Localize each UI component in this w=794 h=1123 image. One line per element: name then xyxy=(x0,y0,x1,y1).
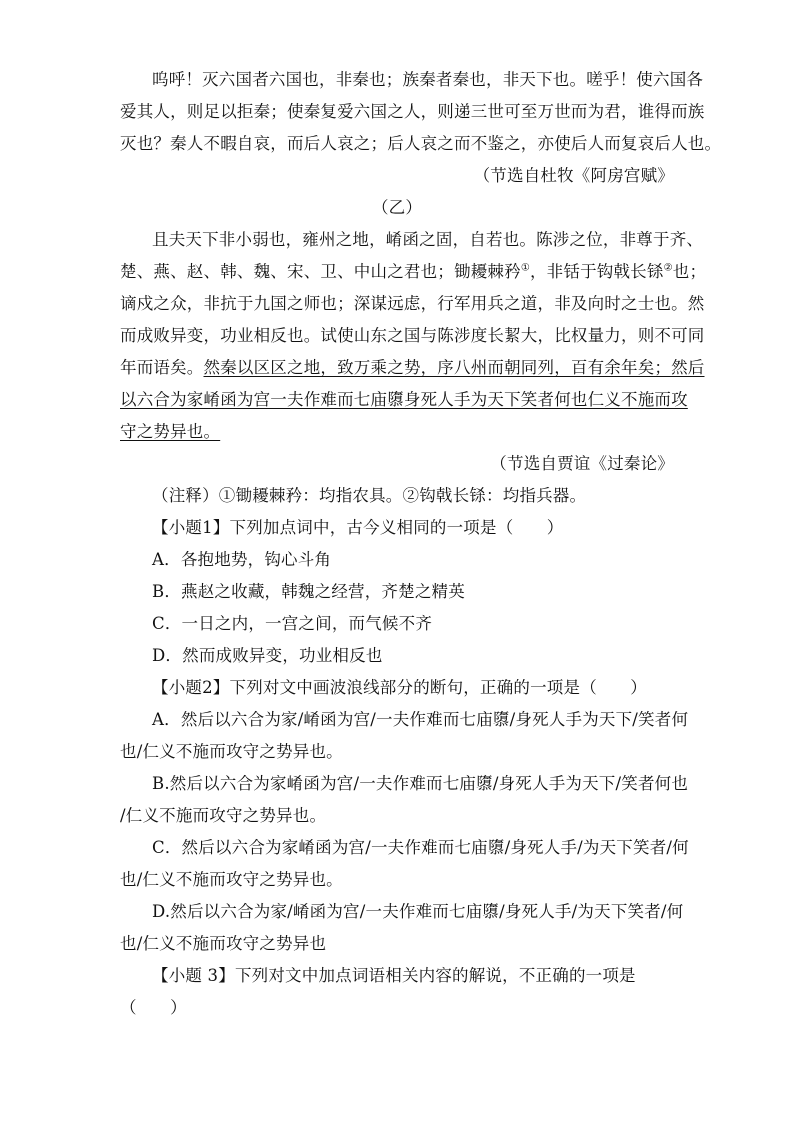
passage-yi-line-5-text: 年而语矣。 xyxy=(120,358,204,377)
passage-yi-line-7 xyxy=(120,422,680,442)
underlined-passage-2: 以六合为家崤函为宫一夫作难而七庙隳身死人手为天下笑者何也仁义不施而攻 xyxy=(120,390,688,409)
question-2-stem: 【小题2】下列对文中画波浪线部分的断句，正确的一项是（ ） xyxy=(152,678,647,697)
question-2-option-c[interactable]: C．然后以六合为家崤函为宫/一夫作难而七庙隳/身死人手/为天下笑者/何 xyxy=(152,838,689,857)
passage-yi-line-2-text-a: 楚、燕、赵、韩、魏、宋、卫、中山之君也；锄耰棘矜 xyxy=(120,262,521,281)
passage-yi-line-3: 谪戍之众，非抗于九国之师也；深谋远虑，行军用兵之道，非及向时之士也。然 xyxy=(120,294,705,313)
question-2-option-d[interactable]: D.然后以六合为家/崤函为宫/一夫作难而七庙隳/身死人手/为天下笑者/何 xyxy=(152,902,684,921)
question-1-option-d[interactable]: D．然而成败异变，功业相反也 xyxy=(152,646,383,665)
question-2-option-a[interactable]: A．然后以六合为家/崤函为宫/一夫作难而七庙隳/身死人手为天下/笑者何 xyxy=(152,710,689,729)
passage-jia-line-1: 呜呼！灭六国者六国也，非秦也；族秦者秦也，非天下也。嗟乎！使六国各 xyxy=(152,70,704,89)
passage-yi-line-2-text-b: ，非铦于钩戟长铩 xyxy=(529,262,664,281)
passage-jia-line-3: 灭也？秦人不暇自哀，而后人哀之；后人哀之而不鉴之，亦使后人而复哀后人也。 xyxy=(120,134,722,153)
passage-yi-line-2 xyxy=(120,262,707,282)
question-1-option-a[interactable]: A．各抱地势，钩心斗角 xyxy=(152,550,332,569)
passage-yi-line-5 xyxy=(120,358,705,378)
passage-yi-line-4: 而成败异变，功业相反也。试使山东之国与陈涉度长絜大，比权量力，则不可同 xyxy=(120,326,705,345)
underlined-passage-1: 然秦以区区之地，致万乘之势，序八州而朝同列，百有余年矣；然后 xyxy=(203,358,705,377)
passage-yi-heading: （乙） xyxy=(371,198,423,217)
question-2-option-b-cont[interactable]: /仁义不施而攻守之势异也。 xyxy=(120,806,327,825)
question-1-option-b[interactable]: B．燕赵之收藏，韩魏之经营，齐楚之精英 xyxy=(152,582,465,601)
question-2-option-b[interactable]: B.然后以六合为家崤函为宫/一夫作难而七庙隳/身死人手为天下/笑者何也 xyxy=(152,774,689,793)
question-2-option-a-cont[interactable]: 也/仁义不施而攻守之势异也。 xyxy=(120,742,343,761)
passage-yi-line-2-text-c: 也； xyxy=(672,262,707,281)
question-2-option-c-cont[interactable]: 也/仁义不施而攻守之势异也。 xyxy=(120,870,343,889)
passage-yi-source: （节选自贾谊《过秦论》 xyxy=(490,454,674,473)
question-2-option-d-cont[interactable]: 也/仁义不施而攻守之势异也 xyxy=(120,934,327,953)
question-3-answer-paren: （ ） xyxy=(120,998,187,1017)
passage-yi-line-1: 且夫天下非小弱也，雍州之地，崤函之固，自若也。陈涉之位，非尊于齐、 xyxy=(152,230,704,249)
passage-jia-source: （节选自杜牧《阿房宫赋》 xyxy=(473,166,674,185)
question-1-stem: 【小题1】下列加点词中，古今义相同的一项是（ ） xyxy=(152,518,564,537)
passage-yi-line-6 xyxy=(120,390,688,410)
passage-jia-line-2: 爱其人，则足以拒秦；使秦复爱六国之人，则递三世可至万世而为君，谁得而族 xyxy=(120,102,705,121)
annotation-notes: （注释）①锄耰棘矜：均指农具。②钩戟长铩：均指兵器。 xyxy=(152,486,587,505)
question-1-option-c[interactable]: C．一日之内，一宫之间，而气候不齐 xyxy=(152,614,433,633)
footnote-marker-2: ② xyxy=(663,262,673,274)
question-3-stem: 【小题 3】下列对文中加点词语相关内容的解说，不正确的一项是 xyxy=(152,966,636,985)
underlined-passage-3: 守之势异也。 xyxy=(120,422,221,441)
footnote-marker-1: ① xyxy=(520,262,530,274)
